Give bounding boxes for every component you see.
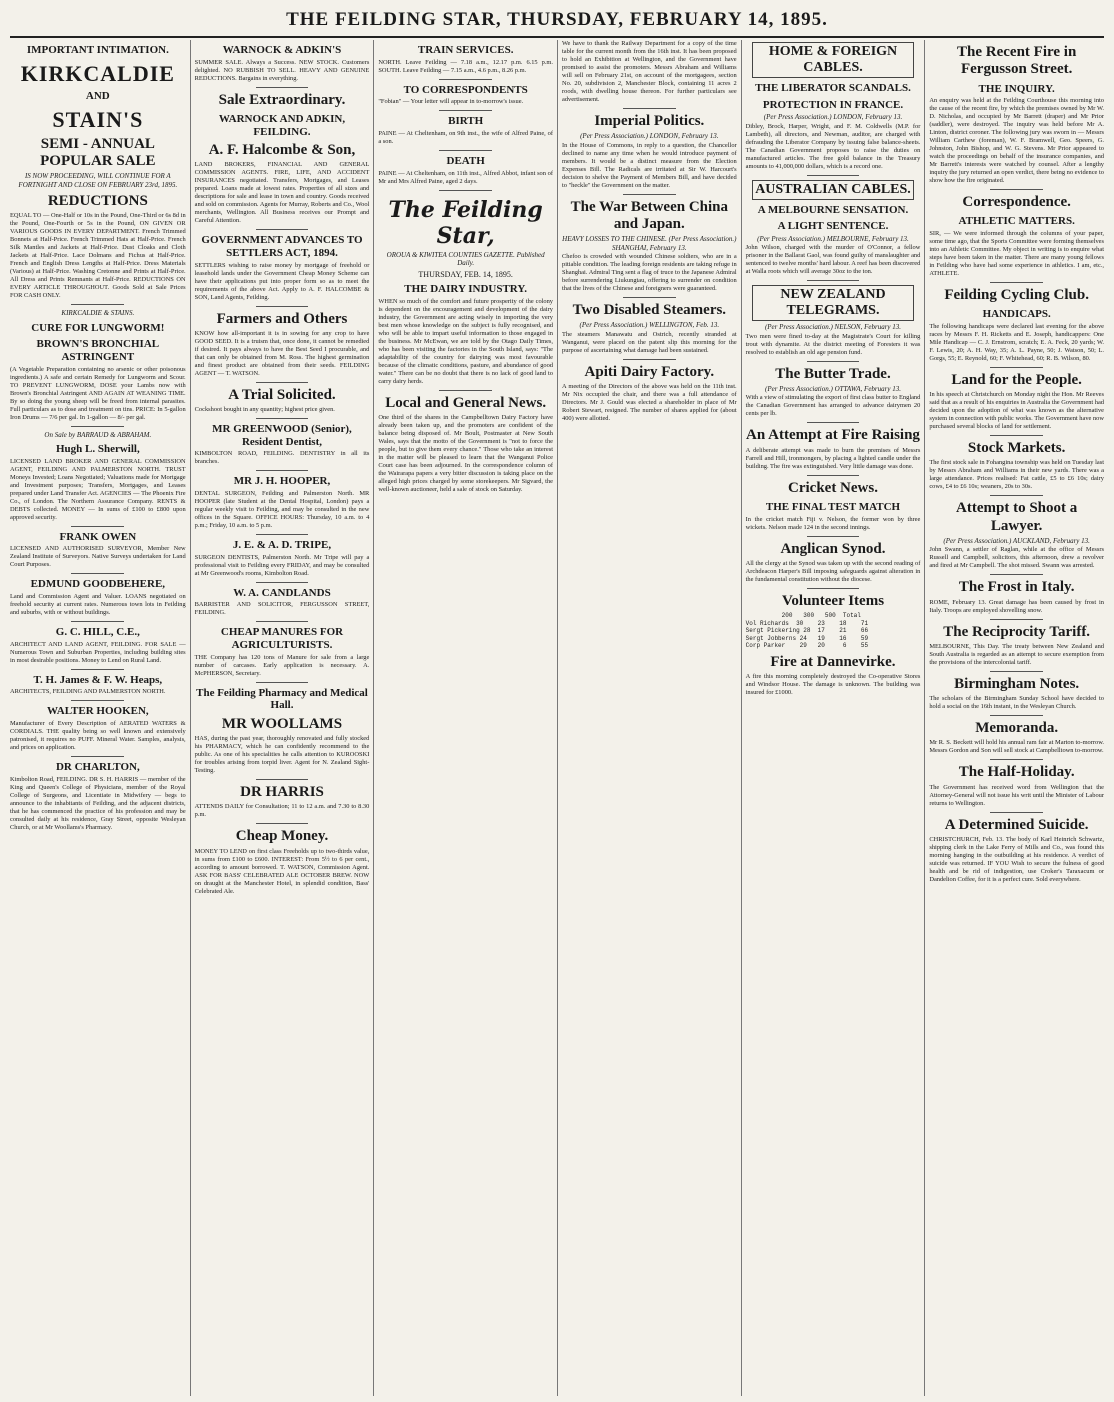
article-body: KNOW how all-important it is in sowing for any crop to have GOOD SEED. It is a truism that, once done, it cannot be remedied if desired. It pays always to have the Best Seed I procurable, and that can only be obtained from M. Ross. The highest germination and finest product are obtained from their seeds. FEILDING AGENT — T. WATSON. bbox=[194, 329, 370, 377]
article-heading: KIRKCALDIE bbox=[20, 60, 175, 86]
article-body: Cockshoot bought in any quantity; highest price given. bbox=[194, 406, 335, 414]
article-body: The steamers Manawatu and Ostrich, recently stranded at Wanganui, were placed on the patent slip this morning for the purpose of ascertaining what damage had been sustained. bbox=[562, 330, 737, 354]
article-body: CHRISTCHURCH, Feb. 13. The body of Karl Heinrich Schwartz, shipping clerk in the Lake Ferry of Mills and Co., was found this morning hanging in the outbuilding at his residence. A verdict of suicide was returned. IF YOU Wish to secure the fulness of good health and be rid of indigestion, use Croker's Taraxacum or Dandelion Coffee, for it is a perfect cure. Sold everywhere. bbox=[929, 835, 1104, 883]
article-body: A deliberate attempt was made to burn the premises of Messrs Farrell and Hill, ironmongers, by placing a lighted candle under the building. The fire was extinguished. Very little damage was done. bbox=[745, 446, 921, 470]
article-body: With a view of stimulating the export of first class butter to England the Canadian Government has arranged to advance dairymen 20 cents per lb. bbox=[745, 394, 921, 418]
section-banner: NEW ZEALAND TELEGRAMS. bbox=[752, 285, 915, 321]
article-heading: CHEAP MANURES FOR AGRICULTURISTS. bbox=[220, 626, 344, 652]
column-rule bbox=[990, 282, 1042, 283]
article-heading: Imperial Politics. bbox=[594, 113, 705, 129]
article-heading: BROWN'S BRONCHIAL ASTRINGENT bbox=[36, 338, 160, 364]
article-body: PAINE — At Cheltenham, on 11th inst., Alfred Abbot, infant son of Mr and Mrs Alfred Paine, aged 2 days. bbox=[378, 169, 553, 185]
article-heading: The Half-Holiday. bbox=[958, 764, 1075, 781]
article-heading: MR J. H. HOOPER, bbox=[233, 475, 331, 488]
article-body: LICENSED LAND BROKER AND GENERAL COMMISSION AGENT, FEILDING AND PALMERSTON NORTH. TRUST Moneys Invested; Loans Negotiated; Valuations made for Mortgage and Investment purposes; Transfers, Mortgages, and Leases prepared under Land Transfer Act. AGENCIES — The Phoenix Fire Co., of London. The Northern Assurance Company. RENTS & DEBTS collected. MONEY — In sums of £100 to £800 upon approved security. bbox=[10, 457, 186, 521]
column-rule bbox=[807, 588, 859, 589]
article-body: All the clergy at the Synod was taken up with the second reading of Archdeacon Harper's Bill imposing safeguards against alteration in the fundamental constitution without the diocese. bbox=[745, 559, 921, 583]
column-rule bbox=[990, 435, 1042, 436]
article-heading: SEMI - ANNUAL POPULAR SALE bbox=[40, 135, 156, 170]
article-heading: DR HARRIS bbox=[240, 784, 324, 801]
column-1 bbox=[6, 40, 190, 1396]
column-rule bbox=[71, 426, 124, 427]
article-body: The Government has received word from Wellington that the Attorney-General will not issue his writ until the Minister of Labour returns to Wellington. bbox=[929, 783, 1104, 807]
article-body: The following handicaps were declared last evening for the above races by Messrs F. H. Ricketts and E. Joseph, handicappers: One Mile Handicap — C. J. Ernstrom, scratch; E. A. Feck, 20 yards; W. F. Lewis, 20; A. H. Way, 35; A. L. Payne, 50; J. Watson, 50; L. Gorgs, 55; E. Reynold, 60; F. Whitehead, 60; R. B. Wilson, 80. bbox=[929, 322, 1104, 362]
article-body: Land and Commission Agent and Valuer. LOANS negotiated on freehold security at current rates. Numerous town lots in Feilding and suburbs, with or without buildings. bbox=[10, 593, 186, 617]
article-body: In the House of Commons, in reply to a question, the Chancellor declined to name any time when he would introduce payment of members. It would be a distinct measure from the Election Expenses Bill. The Radicals are irritated at Sir W. Harcourt's decision to shelve the Payment of Members Bill, and have decided to "heckle" the Government on the matter. bbox=[562, 141, 737, 189]
column-rule bbox=[256, 470, 308, 471]
article-heading: A Trial Solicited. bbox=[228, 386, 336, 403]
article-heading: Land for the People. bbox=[951, 371, 1082, 388]
column-rule bbox=[990, 715, 1042, 716]
article-heading: THE FINAL TEST MATCH bbox=[765, 500, 901, 513]
article-body: ARCHITECTS, FEILDING AND PALMERSTON NORTH. bbox=[10, 688, 166, 696]
article-heading: Volunteer Items bbox=[781, 592, 885, 609]
article-heading: Hugh L. Sherwill, bbox=[55, 443, 140, 456]
article-body: John Wilson, charged with the murder of O'Connor, a fellow prisoner in the Ballarat Gaol, was found guilty of manslaughter and sentenced to twelve months' hard labour. A reef has been discovered at Walla roots which will average 30oz to the ton. bbox=[745, 244, 921, 276]
column-rule bbox=[439, 390, 491, 391]
article-heading: THE INQUIRY. bbox=[978, 82, 1055, 95]
article-heading: FRANK OWEN bbox=[59, 530, 137, 543]
article-body: The scholars of the Birmingham Sunday School have decided to hold a social on the 16th instant, in the Wesleyan Church. bbox=[929, 695, 1104, 711]
article-body: THE Company has 120 tons of Manure for sale from a large number of carcases. Early application is necessary. A. McPHERSON, Secretary. bbox=[194, 653, 370, 677]
article-body: MELBOURNE, This Day. The treaty between New Zealand and South Australia is regarded as an attempt to secure exemption from the provisions of the intercolonial tariff. bbox=[929, 642, 1104, 666]
article-heading: The Butter Trade. bbox=[775, 365, 891, 382]
article-heading: Cricket News. bbox=[788, 479, 878, 496]
article-subheading: IS NOW PROCEEDING, WILL CONTINUE FOR A FORTNIGHT AND CLOSE ON FEBRUARY 23rd, 1895. bbox=[18, 172, 178, 189]
article-heading: Apiti Dairy Factory. bbox=[584, 363, 715, 380]
article-heading: CURE FOR LUNGWORM! bbox=[31, 321, 165, 334]
column-rule bbox=[623, 194, 675, 195]
column-rule bbox=[256, 582, 308, 583]
article-heading: MR GREENWOOD (Senior), Resident Dentist, bbox=[212, 423, 352, 448]
article-heading: T. H. James & F. W. Heaps, bbox=[33, 673, 163, 686]
column-rule bbox=[623, 297, 675, 298]
column-rule bbox=[439, 190, 491, 191]
article-heading: A. F. Halcombe & Son, bbox=[208, 142, 356, 159]
article-body: Manufacturer of Every Description of AERATED WATERS & CORDIALS. THE quality being so well known and extensively patronised, it requires no PUFF. Mineral Water. Samples, analysis, and prices on application. bbox=[10, 719, 186, 751]
newspaper-columns bbox=[6, 40, 1108, 1396]
article-heading: J. E. & A. D. TRIPE, bbox=[232, 539, 332, 552]
article-body: HAS, during the past year, thoroughly renovated and fully stocked his PHARMACY, which he can confidently recommend to the public. As one of his specialities he calls attention to KUROOSKI for troubles arising from torpid liver. Agent for N. Zealand Sight-Testing. bbox=[194, 735, 370, 775]
article-subheading: (Per Press Association.) OTTAWA, February 13. bbox=[764, 384, 901, 393]
column-rule bbox=[807, 536, 859, 537]
article-body: We have to thank the Railway Department for a copy of the time table for the current month from the 16th inst. It has been proposed to hold an Exhibition at Wellington, and the Government have promised to assist the promoters. Messrs Abraham and Williams will sell on February 21st, on account of the mortgagees, section No. 20, subdivision 2, Manchester Block, containing 11 acres 2 roods, with dwelling house thereon. For further particulars see advertisement. bbox=[562, 40, 737, 103]
article-heading: The War Between China and Japan. bbox=[570, 198, 729, 232]
column-rule bbox=[807, 422, 859, 423]
article-body: NORTH. Leave Feilding — 7.18 a.m., 12.17 p.m. 6.15 p.m. SOUTH. Leave Feilding — 7.15 a.m., 4.6 p.m., 8.26 p.m. bbox=[378, 58, 553, 74]
article-heading: WALTER HOOKEN, bbox=[46, 705, 149, 718]
column-6 bbox=[924, 40, 1108, 1396]
article-heading: BIRTH bbox=[448, 115, 484, 128]
article-heading: Memoranda. bbox=[975, 720, 1059, 737]
column-3 bbox=[373, 40, 557, 1396]
column-rule bbox=[256, 306, 308, 307]
article-heading: An Attempt at Fire Raising bbox=[746, 427, 920, 444]
column-rule bbox=[439, 79, 491, 80]
article-body: A fire this morning completely destroyed the Co-operative Stores and Windsor House. The damage is unknown. The building was insured for £1000. bbox=[745, 672, 921, 696]
dateline: THURSDAY, FEB. 14, 1895. bbox=[418, 270, 513, 280]
newspaper-title: THE FEILDING STAR, THURSDAY, FEBRUARY 14, 1895. bbox=[286, 9, 828, 30]
article-heading: The Feilding Pharmacy and Medical Hall. bbox=[196, 686, 368, 712]
article-body: One third of the shares in the Campbelltown Dairy Factory have already been taken up, and the promoters are confident of the balance being disposed of. Mr Boult, Postmaster at New South Wales, says that the motto of the Government is "not to force the people, but to give them every chance." Those who take an interest in the matter will be pleased to learn that the Wanganui Police Court case has been adjourned. In the correspondence column of the Wairarapa papers a very bitter discussion is taking place on the alleged high prices charged by some storekeepers. Mr Sigvard, the well-known auctioneer, held a sale of stock on Saturday. bbox=[378, 414, 553, 494]
column-rule bbox=[990, 671, 1042, 672]
article-body: ARCHITECT AND LAND AGENT, FEILDING. FOR SALE — Numerous Town and Suburban Properties, including building sites in most desirable positions. Money to Lend on Rural Land. bbox=[10, 640, 186, 664]
article-heading: Correspondence. bbox=[962, 194, 1071, 211]
article-heading: ATHLETIC MATTERS. bbox=[958, 215, 1075, 228]
article-body: KIMBOLTON ROAD, FEILDING. DENTISTRY in all its branches. bbox=[194, 450, 370, 466]
article-subheading: KIRKCALDIE & STAINS. bbox=[61, 309, 135, 318]
article-heading: AND bbox=[85, 89, 110, 102]
article-body: LICENSED AND AUTHORISED SURVEYOR, Member New Zealand Institute of Surveyors. Native Surveys undertaken for Land Court Purposes. bbox=[10, 545, 186, 569]
article-subheading: (Per Press Association.) AUCKLAND, February 13. bbox=[943, 536, 1090, 545]
article-subheading: On Sale by BARRAUD & ABRAHAM. bbox=[44, 430, 152, 439]
section-banner: HOME & FOREIGN CABLES. bbox=[752, 42, 915, 78]
article-body: Dibley, Brock, Harper, Wright, and F. M. Coldwells (M.P. for Lambeth), all directors, and Newman, auditor, are charged with defrauding the Liberator Company by issuing false balance-sheets. The Canadian Government proposes to raise the duties on manufactured articles. The free gold balance in the Treasury amounts to 41,000,000 dollars, which is a record one. bbox=[745, 122, 921, 170]
article-heading: Stock Markets. bbox=[967, 440, 1066, 457]
article-heading: GOVERNMENT ADVANCES TO SETTLERS ACT, 1894. bbox=[201, 234, 363, 260]
column-rule bbox=[71, 700, 124, 701]
article-body: The first stock sale in Fohangina township was held on Tuesday last by Messrs Abraham and Williams in their new yards. There was a large attendance. Prices realised: Fat cattle, £5 to £6 10s; dairy cows, £4 to £6 10s; weaners, 20s to 30s. bbox=[929, 459, 1104, 491]
column-rule bbox=[71, 669, 124, 670]
column-4 bbox=[557, 40, 741, 1396]
article-heading: HANDICAPS. bbox=[982, 308, 1051, 321]
article-heading: G. C. HILL, C.E., bbox=[55, 626, 140, 639]
article-body: MONEY TO LEND on first class Freeholds up to two-thirds value, in sums from £100 to £600. INTEREST: From 5½ to 6 per cent., according to amount borrowed. T. WATSON, Commission Agent. ASK FOR BASS' CELEBRATED ALE OCTOBER BREW. NOW on draught at the Manchester Hotel, in splendid condition, Bass' Celebrated Ale. bbox=[194, 847, 370, 895]
column-rule bbox=[807, 475, 859, 476]
article-subheading: HEAVY LOSSES TO THE CHINESE. (Per Press Association.) SHANGHAI, February 13. bbox=[562, 235, 737, 252]
article-body: Chefoo is crowded with wounded Chinese soldiers, who are in a pitiable condition. The leading foreign residents are taking refuge in Shanghai. Admiral Ting sent a flag of truce to the Japanese Admiral before surrendering Liukungtau, offering to surrender on condition that the lives of the Chinese and foreigners were guaranteed. bbox=[562, 252, 737, 292]
column-rule bbox=[807, 361, 859, 362]
column-rule bbox=[439, 150, 491, 151]
article-body: ROME, February 13. Great damage has been caused by frost in Italy. Troops are employed shovelling snow. bbox=[929, 598, 1104, 614]
article-subheading: (Per Press Association.) NELSON, February 13. bbox=[764, 323, 902, 332]
column-rule bbox=[990, 574, 1042, 575]
article-heading: PROTECTION IN FRANCE. bbox=[762, 98, 904, 111]
column-rule bbox=[71, 573, 124, 574]
article-heading: THE LIBERATOR SCANDALS. bbox=[755, 82, 911, 94]
article-body: A meeting of the Directors of the above was held on the 11th inst. Mr Nix occupied the chair, and there was a full attendance of Directors. Mr J. Gould was elected a shareholder in place of Mr Robert Stewart, resigned. The number of shares applied for (about 400) were allotted. bbox=[562, 382, 737, 422]
article-body: In the cricket match Fiji v. Nelson, the former won by three wickets. Nelson made 124 in the second innings. bbox=[745, 515, 921, 531]
column-rule bbox=[990, 189, 1042, 190]
article-body: Kimbolton Road, FEILDING. DR S. H. HARRIS — member of the King and Queen's College of Physicians, member of the Royal College of Surgeons, and Licentiate in Midwifery — begs to announce to the inhabitants of Feilding, and the adjacent districts, that he has commenced the practice of his profession and may be consulted daily at his residence, Gray Street, opposite Wesleyan Church, or at Mr Woollams's Pharmacy. bbox=[10, 775, 186, 831]
section-banner: AUSTRALIAN CABLES. bbox=[752, 180, 915, 200]
column-rule bbox=[990, 759, 1042, 760]
article-heading: TRAIN SERVICES. bbox=[417, 44, 514, 56]
column-rule bbox=[256, 87, 308, 88]
column-rule bbox=[71, 621, 124, 622]
article-heading: Sale Extraordinary. bbox=[218, 91, 346, 108]
column-rule bbox=[256, 621, 308, 622]
column-rule bbox=[71, 756, 124, 757]
article-heading: The Recent Fire in Fergusson Street. bbox=[957, 44, 1077, 78]
article-heading: Farmers and Others bbox=[216, 310, 348, 327]
article-body: (A Vegetable Preparation containing no arsenic or other poisonous ingredients.) A safe and certain Remedy for Lungworm and Scour. TO PREVENT LUNGWORM, DOSE your Lambs now with Brown's Bronchial Astringent AND AGAIN AT WEANING TIME. By so doing the young sheep will be freed from internal parasites. Full particulars as to dose and treatment on tins. PRICE: In 5-gallon Iron Drums — 7/6 per gal. In 1-gallon — 8/- per gal. bbox=[10, 365, 186, 421]
column-rule bbox=[256, 229, 308, 230]
article-subheading: (Per Press Association.) LONDON, February 13. bbox=[763, 113, 903, 122]
article-body: WHEN so much of the comfort and future prosperity of the colony is dependent on the encouragement and development of the dairy industry, the Government are acting wisely in importing the very best men whose knowledge on the subject is fully recognised, and who will be able to impart useful information to those engaged in the business. Mr McEwan, we are told by the Otago Daily Times, who has been visiting the factories in the South Island, says: "The adaptability of the country for dairying was most favourable because of the climatic conditions, pasture, and abundance of good water." There can be no doubt that there is no lack of good land to carry dairy herds. bbox=[378, 297, 553, 385]
article-heading: DEATH bbox=[446, 154, 485, 167]
article-body: In his speech at Christchurch on Monday night the Hon. Mr Reeves said that as a result of his enquiries in Australia the Government had decided upon the adoption of what was known as the alternative system in connection with public works. The Government have now purchased several blocks of land for settlement. bbox=[929, 391, 1104, 431]
article-body: John Swann, a settler of Raglan, while at the office of Messrs Russell and Campbell, solicitors, this afternoon, drew a revolver and fired at Mr Campbell. The shot missed. Swann was arrested. bbox=[929, 546, 1104, 570]
column-rule bbox=[71, 304, 124, 305]
article-heading: A MELBOURNE SENSATION. bbox=[757, 203, 909, 216]
article-body: SUMMER SALE. Always a Success. NEW STOCK. Customers delighted. NO RUBBISH TO SELL. HEAVY AND GENUINE REDUCTIONS. Bargains in everything. bbox=[194, 58, 370, 82]
masthead bbox=[10, 6, 1104, 38]
column-rule bbox=[256, 418, 308, 419]
column-rule bbox=[990, 367, 1042, 368]
article-body: ATTENDS DAILY for Consultation; 11 to 12 a.m. and 7.30 to 8.30 p.m. bbox=[194, 803, 370, 819]
article-heading: TO CORRESPONDENTS bbox=[403, 83, 528, 96]
article-body: EQUAL TO — One-Half or 10s in the Pound, One-Third or 6s 8d in the Pound, One-Fourth or 5s in the Pound, ON GIVEN OR VARIOUS GOODS IN EVERY DEPARTMENT. French Trimmed Bonnets at Half-Price. French Trimmed Hats at Half-Price. French Silk Mantles and Jackets at Half-Price. Dust Cloaks and Cloth Jackets at Half-Price. Lace Dolmans and Fichus at Half-Price. French and English Dress Lengths at Half-Price. Dress Materials (Various) at Half-Price. Washing Cretonne and Prints at Half-Price. All Dress and Prints Remnants at Half-Price. REDUCTIONS ON EVERY ARTICLE THROUGHOUT. Goods Sold at Sale Prices FOR CASH ONLY. bbox=[10, 212, 186, 300]
article-heading: WARNOCK AND ADKIN, FEILDING. bbox=[218, 112, 346, 138]
article-heading: A Determined Suicide. bbox=[944, 816, 1089, 833]
article-subheading: (Per Press Association.) MELBOURNE, February 13. bbox=[757, 234, 909, 243]
article-heading: IMPORTANT INTIMATION. bbox=[26, 44, 169, 56]
article-heading: Fire at Dannevirke. bbox=[770, 653, 896, 670]
article-body: LAND BROKERS, FINANCIAL AND GENERAL COMMISSION AGENTS. FIRE, LIFE, AND ACCIDENT INSURANCES negotiated. Transfers, Mortgages, and Leases prepared. Loans made at lowest rates. Properties of all sizes and descriptions for sale and lease in town and country. Goods received and sold on commission. Agents for Murray, Roberts and Co., Wool merchants, Wellington. All Business receives our Prompt and Careful Attention. bbox=[194, 161, 370, 225]
article-heading: Anglican Synod. bbox=[780, 540, 886, 557]
article-subheading: OROUA & KIWITEA COUNTIES GAZETTE. Published Daily. bbox=[386, 250, 545, 267]
article-body: Mr R. S. Beckett will hold his annual ram fair at Marton to-morrow. Messrs Gordon and Son will sell stock at Campbelltown to-morrow. bbox=[929, 739, 1104, 755]
article-heading: THE DAIRY INDUSTRY. bbox=[404, 283, 528, 296]
article-subheading: (Per Press Association.) WELLINGTON, Feb. 13. bbox=[579, 321, 720, 330]
column-rule bbox=[990, 495, 1042, 496]
article-body: DENTAL SURGEON, Feilding and Palmerston North. MR HOOPER (late Student at the Dental Hospital, London) pays a regular weekly visit to Feilding, and may be consulted in the new offices in the Square. OFFICE HOURS: Thursday, 10 a.m. to 4 p.m.; Friday, 10 a.m. to 5 p.m. bbox=[194, 490, 370, 530]
column-5 bbox=[741, 40, 925, 1396]
article-heading: Attempt to Shoot a Lawyer. bbox=[956, 500, 1078, 534]
article-heading: Local and General News. bbox=[385, 394, 547, 411]
column-rule bbox=[256, 779, 308, 780]
column-rule bbox=[623, 359, 675, 360]
column-rule bbox=[990, 812, 1042, 813]
article-body: Two men were fined to-day at the Magistrate's Court for killing trout with dynamite. At the district meeting of Foresters it was resolved to establish an old age pension fund. bbox=[745, 332, 921, 356]
article-heading: REDUCTIONS bbox=[47, 193, 148, 210]
article-heading: WARNOCK & ADKIN'S bbox=[222, 44, 342, 56]
paper-nameplate: The Feilding Star, bbox=[388, 196, 543, 249]
article-body: "Fobian" — Your letter will appear in to-morrow's issue. bbox=[378, 98, 524, 106]
column-rule bbox=[807, 175, 859, 176]
article-body: PAINE — At Cheltenham, on 9th inst., the wife of Alfred Paine, of a son. bbox=[378, 129, 553, 145]
article-heading: The Reciprocity Tariff. bbox=[943, 623, 1091, 640]
article-heading: Feilding Cycling Club. bbox=[944, 287, 1089, 304]
column-rule bbox=[256, 534, 308, 535]
article-body: SETTLERS wishing to raise money by mortgage of freehold or leasehold lands under the Government Cheap Money Scheme can have their applications put into proper form so as to meet the requirements of the above Act. Apply to A. F. HALCOMBE & SON, Land Agents, Feilding. bbox=[194, 261, 370, 301]
article-heading: Two Disabled Steamers. bbox=[572, 301, 727, 318]
column-rule bbox=[623, 108, 675, 109]
article-heading: Cheap Money. bbox=[235, 828, 329, 845]
article-heading: The Frost in Italy. bbox=[958, 579, 1075, 596]
article-body: SIR, — We were informed through the columns of your paper, some time ago, that the Sports Committee were forming themselves into an Athletic Committee. My object in writing is to enquire what steps have been taken in the matter. There are many young fellows in Feilding who have had some experience in athletics. I am, etc., ATHLETE. bbox=[929, 230, 1104, 278]
article-heading: W. A. CANDLANDS bbox=[233, 586, 331, 599]
article-heading: MR WOOLLAMS bbox=[221, 715, 343, 732]
article-heading: Birmingham Notes. bbox=[954, 675, 1080, 692]
column-rule bbox=[71, 526, 124, 527]
article-heading: DR CHARLTON, bbox=[55, 760, 140, 773]
column-rule bbox=[990, 619, 1042, 620]
article-heading: STAIN'S bbox=[52, 106, 144, 132]
column-rule bbox=[256, 823, 308, 824]
column-rule bbox=[256, 682, 308, 683]
column-2 bbox=[190, 40, 374, 1396]
article-heading: A LIGHT SENTENCE. bbox=[777, 220, 889, 233]
article-body: An enquiry was held at the Feilding Courthouse this morning into the cause of the recent fire, by which the premises owned by Mr W. D. Nicholas, and occupied by Mr Barrett (draper) and Mr Prior (saddler), were destroyed. The inquiry was held before Mr A. Linton, district coroner. The following jury was sworn in — Messrs William Carthew (foreman), W. F. Bramwell, Geo. Speers, G. Johnston, John Bishop, and W. G. Stevens. Mr Prior appeared to watch the proceedings on behalf of the insurance companies, and Mr Barrett's interests were watched by counsel. After a lengthy inquiry the jury returned an open verdict, there being no evidence to show how the fire originated. bbox=[929, 97, 1104, 185]
column-rule bbox=[807, 280, 859, 281]
column-rule bbox=[439, 110, 491, 111]
score-table: 200 300 500 Total Vol Richards 30 23 18 71 Sergt Pickering 28 17 21 66 Sergt Jobberns 24 19 16 59 Corp Parker 29 20 6 55 bbox=[745, 612, 869, 650]
article-body: BARRISTER AND SOLICITOR, FERGUSSON STREET, FEILDING. bbox=[194, 601, 370, 617]
column-rule bbox=[256, 382, 308, 383]
article-body: SURGEON DENTISTS, Palmerston North. Mr Tripe will pay a professional visit to Feilding every FRIDAY, and may be consulted at Mr Greenwood's rooms, Kimbolton Road. bbox=[194, 553, 370, 577]
article-heading: EDMUND GOODBEHERE, bbox=[30, 578, 166, 591]
article-subheading: (Per Press Association.) LONDON, February 13. bbox=[580, 132, 719, 141]
